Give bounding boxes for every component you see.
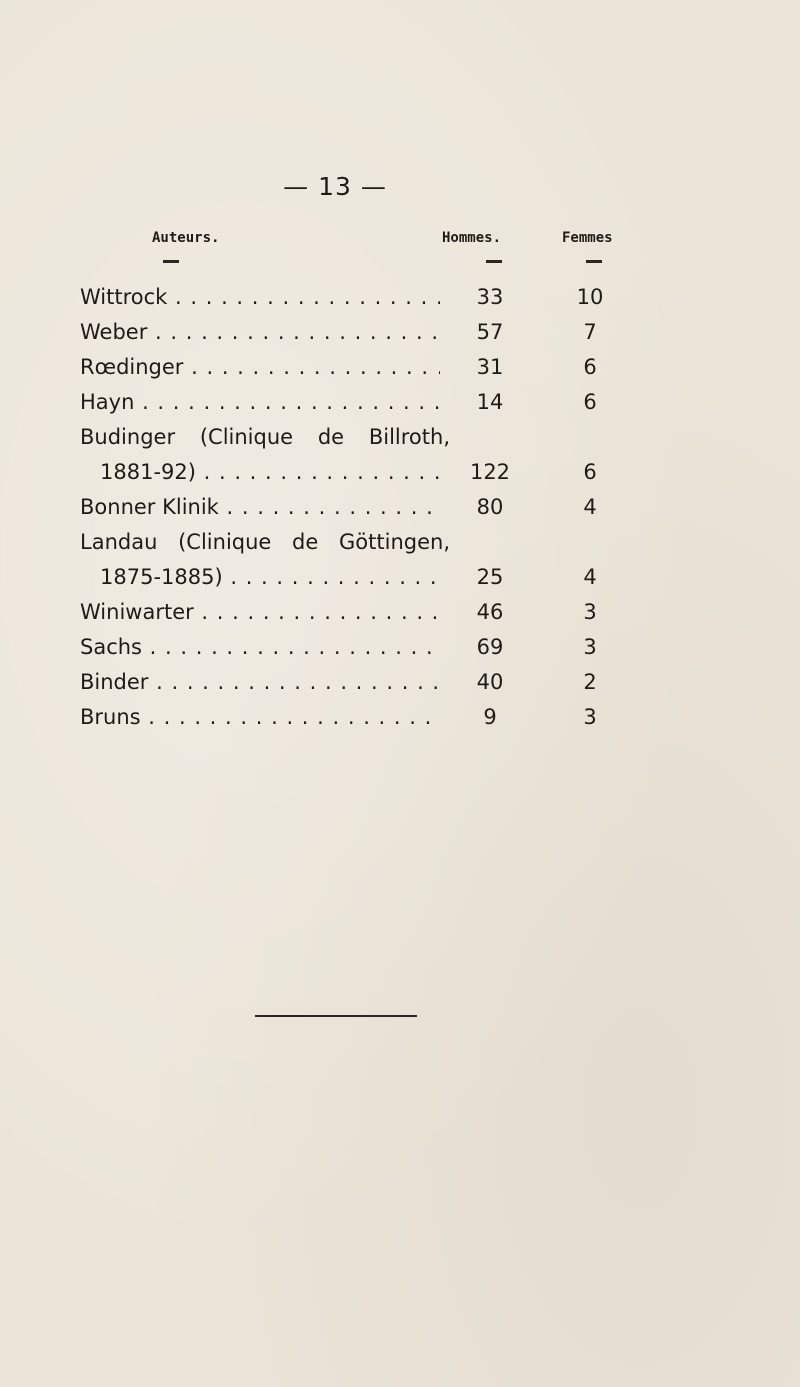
author-name-continued: [80, 455, 440, 490]
author-name: Binder: [80, 670, 149, 694]
femmes-cell: 7: [583, 320, 597, 344]
hommes-cell: 9: [483, 705, 497, 729]
hommes-cell: 33: [476, 285, 504, 309]
header-hommes: Hommes.: [442, 230, 502, 246]
table-row: [80, 420, 640, 490]
femmes-cell: 3: [583, 635, 597, 659]
table-row: [80, 280, 640, 315]
end-rule: [255, 1015, 417, 1017]
author-name: Budinger (Clinique de Billroth,: [80, 425, 450, 449]
author-name-continued: [80, 560, 440, 595]
dot-leader: [183, 355, 440, 379]
table-row: [80, 665, 640, 700]
header-femmes: Femmes: [562, 230, 613, 246]
author-name: Landau (Clinique de Göttingen,: [80, 530, 450, 554]
dot-leader: [148, 670, 440, 694]
header-dash: [486, 260, 502, 263]
author-cell: [80, 525, 450, 595]
author-cell: [80, 665, 440, 700]
table-row: [80, 350, 640, 385]
author-name: Sachs: [80, 635, 142, 659]
author-cell: [80, 385, 440, 420]
femmes-cell: 6: [583, 355, 597, 379]
hommes-cell: 25: [476, 565, 504, 589]
header-dash: [163, 260, 179, 263]
author-cell: [80, 420, 450, 490]
hommes-cell: 31: [476, 355, 504, 379]
dot-leader: [196, 460, 440, 484]
table-row: [80, 630, 640, 665]
table-row: [80, 490, 640, 525]
femmes-cell: 4: [583, 495, 597, 519]
author-name: Hayn: [80, 390, 135, 414]
table-row: [80, 700, 640, 735]
hommes-cell: 46: [476, 600, 504, 624]
hommes-cell: 122: [469, 460, 511, 484]
author-cell: [80, 490, 440, 525]
author-years: 1881-92): [100, 460, 196, 484]
author-cell: [80, 315, 440, 350]
header-dash: [586, 260, 602, 263]
table-row: [80, 385, 640, 420]
femmes-cell: 10: [576, 285, 604, 309]
dot-leader: [142, 635, 440, 659]
femmes-cell: 2: [583, 670, 597, 694]
author-name: Wittrock: [80, 285, 168, 309]
author-name: Weber: [80, 320, 148, 344]
author-cell: [80, 350, 440, 385]
table-row: [80, 525, 640, 595]
table-row: [80, 315, 640, 350]
dot-leader: [147, 320, 440, 344]
author-name: Bonner Klinik: [80, 495, 219, 519]
femmes-cell: 3: [583, 600, 597, 624]
author-years: 1875-1885): [100, 565, 223, 589]
femmes-cell: 6: [583, 390, 597, 414]
dot-leader: [167, 285, 440, 309]
author-cell: [80, 630, 440, 665]
hommes-cell: 14: [476, 390, 504, 414]
author-name: Bruns: [80, 705, 141, 729]
author-name: Winiwarter: [80, 600, 194, 624]
hommes-cell: 80: [476, 495, 504, 519]
femmes-cell: 4: [583, 565, 597, 589]
author-name: Rœdinger: [80, 355, 184, 379]
hommes-cell: 57: [476, 320, 504, 344]
table-row: [80, 595, 640, 630]
author-cell: [80, 595, 440, 630]
hommes-cell: 40: [476, 670, 504, 694]
dot-leader: [134, 390, 440, 414]
header-auteurs: Auteurs.: [152, 230, 220, 246]
dot-leader: [223, 565, 440, 589]
dot-leader: [141, 705, 440, 729]
page-number: — 13 —: [283, 172, 387, 201]
author-cell: [80, 700, 440, 735]
dot-leader: [219, 495, 440, 519]
dot-leader: [194, 600, 440, 624]
femmes-cell: 6: [583, 460, 597, 484]
statistics-table: [80, 280, 640, 735]
author-cell: [80, 280, 440, 315]
hommes-cell: 69: [476, 635, 504, 659]
femmes-cell: 3: [583, 705, 597, 729]
